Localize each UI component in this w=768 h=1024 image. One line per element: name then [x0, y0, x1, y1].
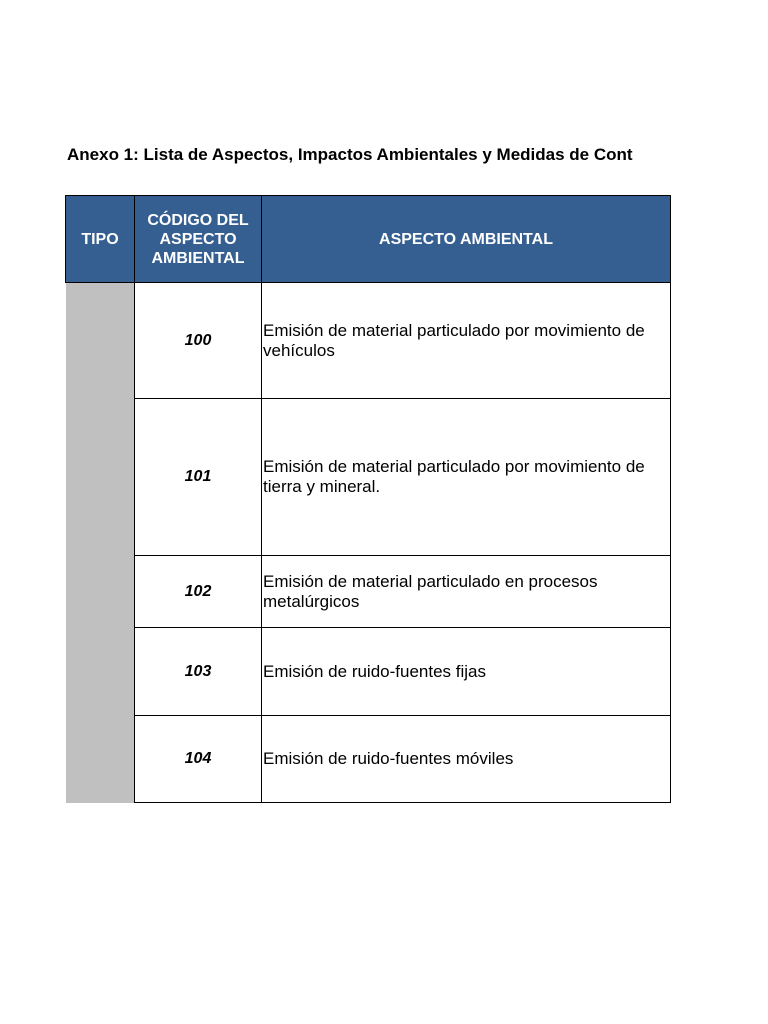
page-title: Anexo 1: Lista de Aspectos, Impactos Ambientales y Medidas de Cont — [67, 145, 633, 164]
aspect-code: 103 — [135, 628, 262, 716]
aspect-description — [262, 283, 671, 399]
header-codigo: CÓDIGO DEL ASPECTO AMBIENTAL — [135, 196, 262, 283]
header-aspecto: ASPECTO AMBIENTAL — [262, 196, 671, 283]
aspect-text: Emisión de ruido-fuentes móviles — [263, 749, 514, 768]
table-row — [66, 716, 671, 803]
aspect-description — [262, 399, 671, 556]
aspect-description — [262, 556, 671, 628]
aspect-code: 100 — [135, 283, 262, 399]
aspect-code: 102 — [135, 556, 262, 628]
aspect-code: 104 — [135, 716, 262, 803]
aspect-text: Emisión de ruido-fuentes fijas — [263, 661, 487, 681]
table-row — [66, 556, 671, 628]
aspect-text: Emisión de material particulado en procesos metalúrgicos — [263, 571, 598, 611]
aspect-description — [262, 716, 671, 803]
aspect-description — [262, 628, 671, 716]
table-row — [66, 283, 671, 399]
aspects-table — [65, 195, 671, 803]
table-header-row — [66, 196, 671, 283]
header-tipo: TIPO — [66, 196, 135, 283]
aspect-text: Emisión de material particulado por movimiento de vehículos — [263, 320, 645, 360]
aspect-code: 101 — [135, 399, 262, 556]
table-row — [66, 399, 671, 556]
tipo-merged-cell — [66, 283, 135, 803]
aspect-text: Emisión de material particulado por movimiento de tierra y mineral. — [263, 457, 645, 496]
table-row — [66, 628, 671, 716]
